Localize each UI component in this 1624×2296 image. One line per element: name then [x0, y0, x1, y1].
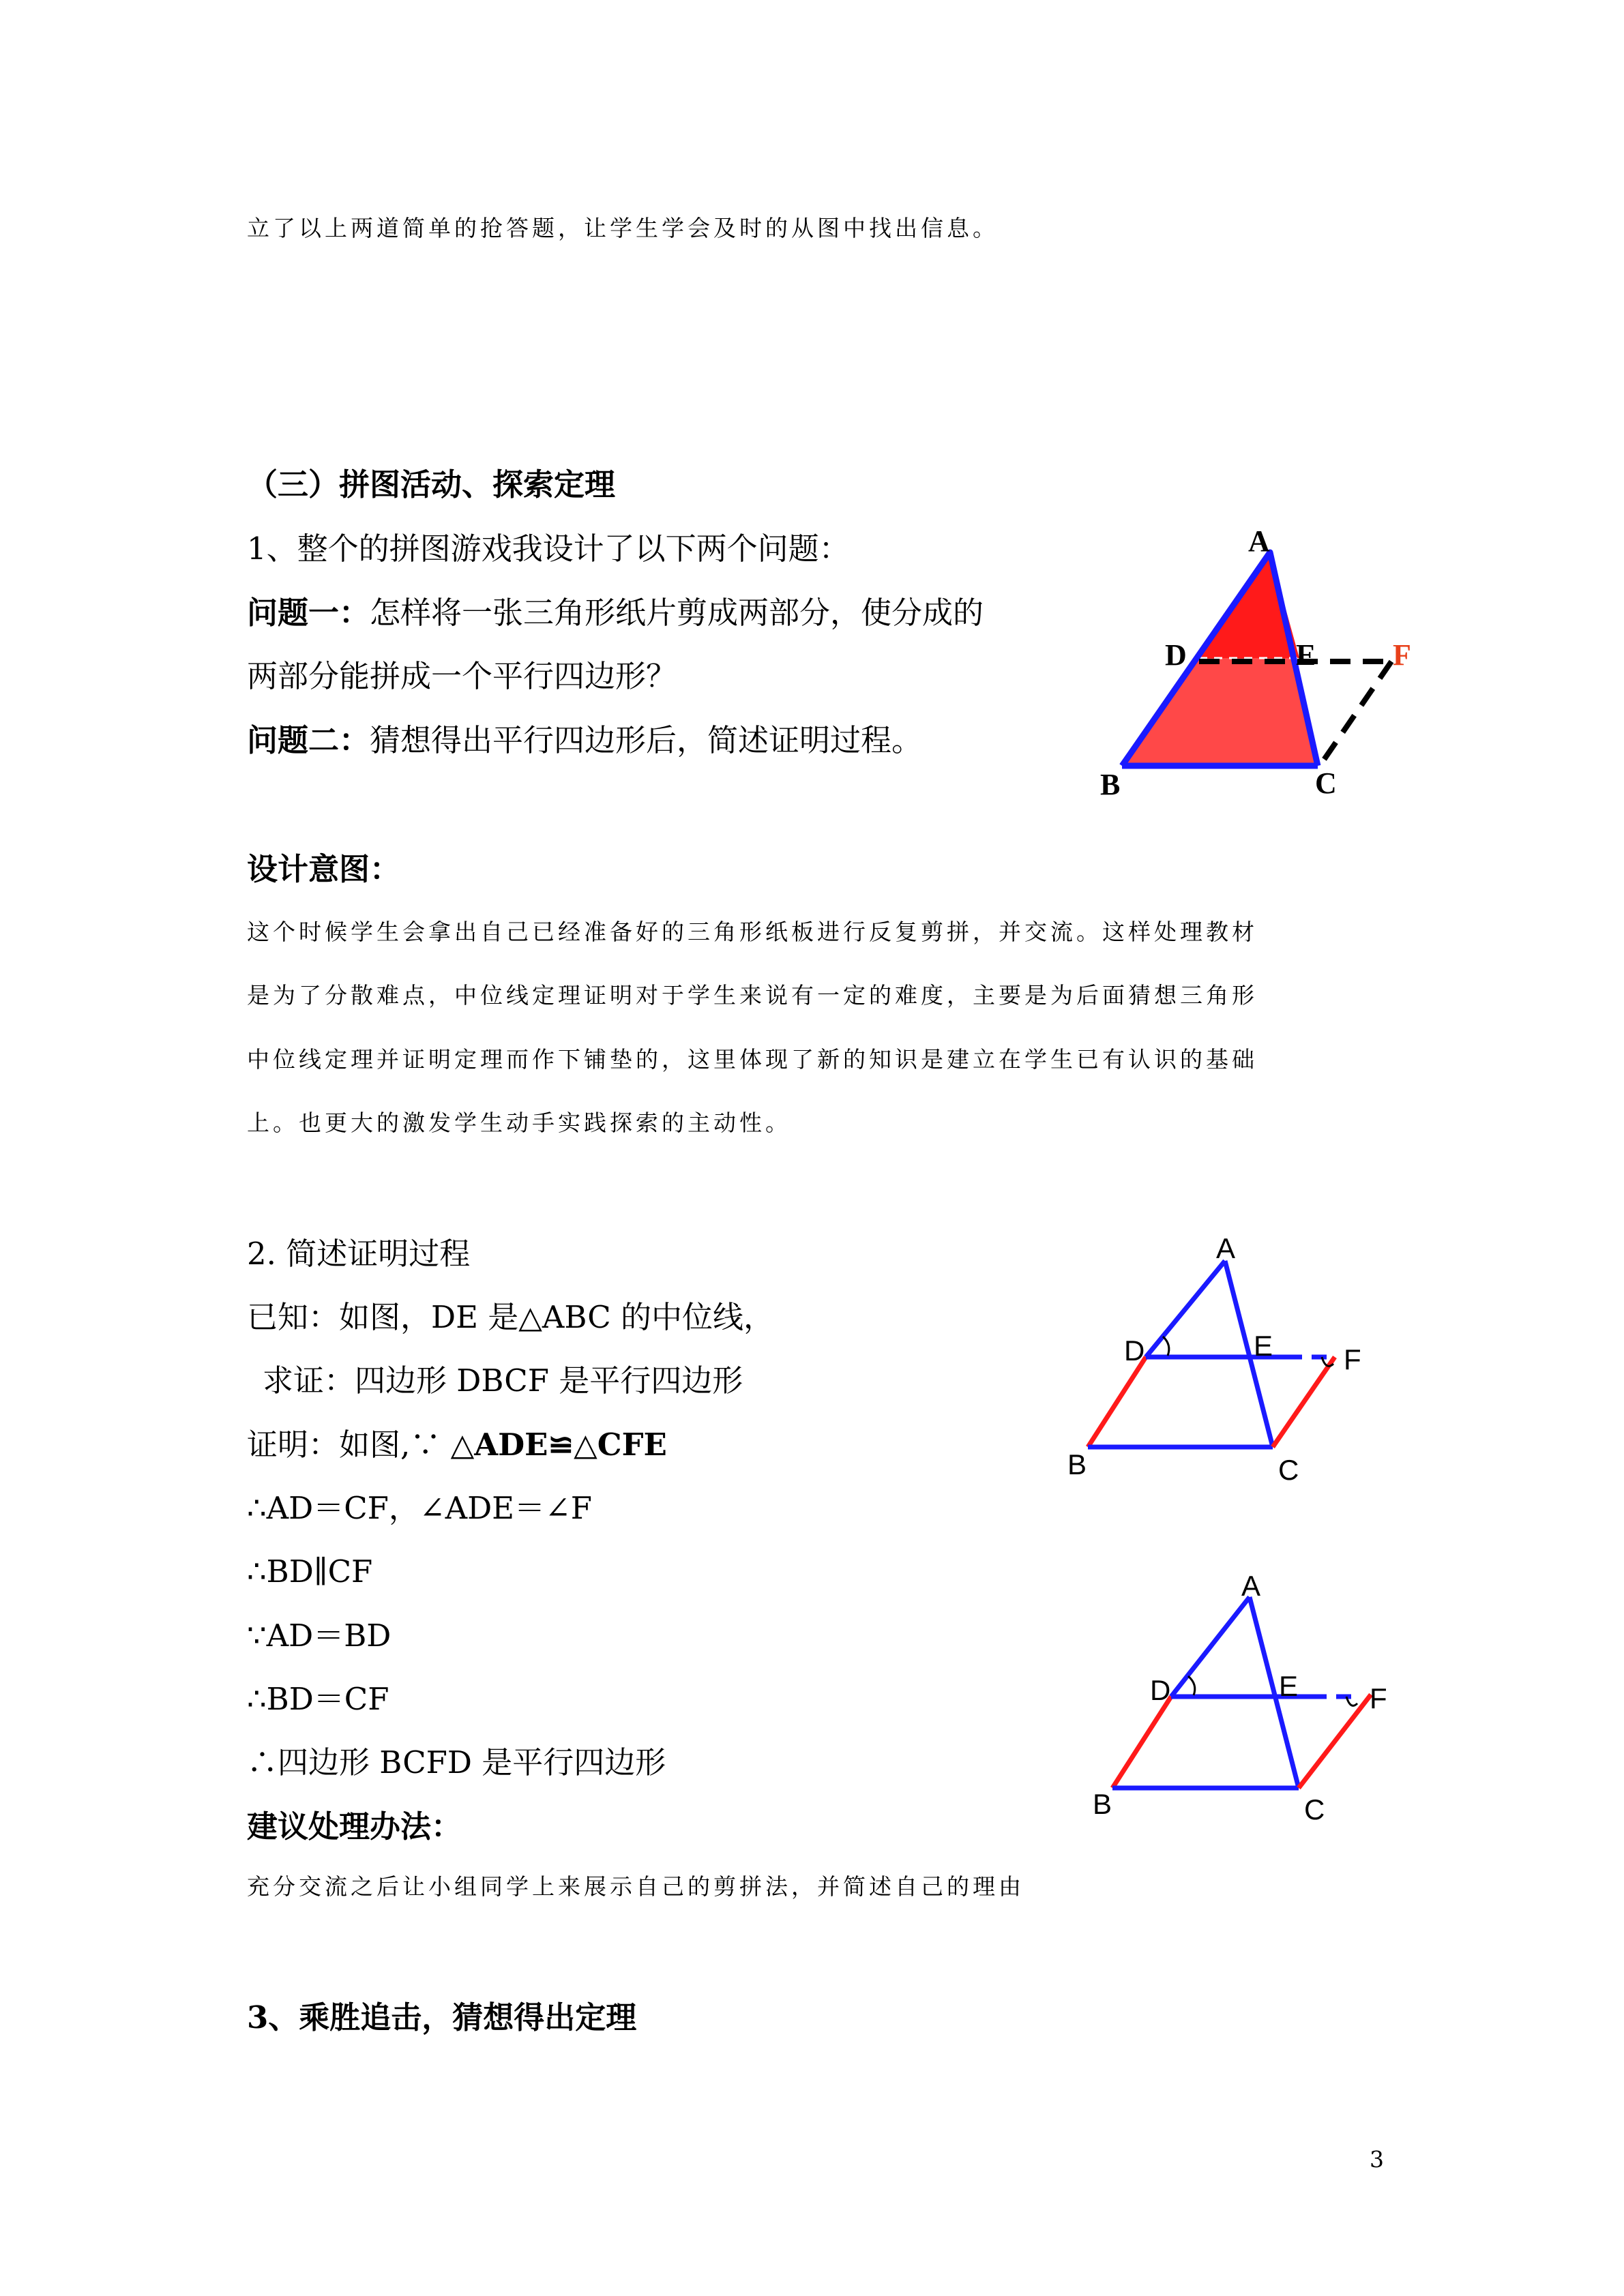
side-db — [1112, 1697, 1171, 1788]
label-b: B — [1100, 768, 1121, 801]
label-b: B — [1067, 1448, 1087, 1480]
label-b: B — [1093, 1788, 1112, 1820]
design-title: 设计意图： — [247, 851, 401, 887]
question1-text-cont: 两部分能拼成一个平行四边形？ — [247, 658, 677, 694]
label-d: D — [1124, 1335, 1145, 1367]
question2-text: 猜想得出平行四边形后，简述证明过程。 — [370, 722, 923, 758]
item1-text: 1、整个的拼图游戏我设计了以下两个问题： — [247, 531, 850, 567]
proof-step: ∴AD＝CF，∠ADE＝∠F — [247, 1490, 592, 1526]
label-c: C — [1315, 766, 1337, 800]
question1-text: 怎样将一张三角形纸片剪成两部分，使分成的 — [370, 595, 984, 631]
proof-step: ∴BD∥CF — [247, 1553, 373, 1590]
label-c: C — [1278, 1454, 1299, 1486]
design-line: 中位线定理并证明定理而作下铺垫的，这里体现了新的知识是建立在学生已有认识的基础 — [247, 1046, 1258, 1073]
label-a: A — [1241, 1570, 1261, 1602]
label-e: E — [1279, 1670, 1299, 1702]
design-line: 是为了分散难点，中位线定理证明对于学生来说有一定的难度，主要是为后面猜想三角形 — [247, 982, 1258, 1009]
page-number: 3 — [1370, 2146, 1384, 2173]
design-line: 这个时候学生会拿出自己已经准备好的三角形纸板进行反复剪拼，并交流。这样处理教材 — [247, 919, 1258, 945]
label-c: C — [1304, 1793, 1325, 1825]
question1-label: 问题一： — [247, 595, 370, 631]
label-a: A — [1216, 1232, 1236, 1264]
suggest-text: 充分交流之后让小组同学上来展示自己的剪拼法，并简述自己的理由 — [247, 1873, 1024, 1900]
proof-step: ∴BD＝CF — [247, 1681, 389, 1717]
given-text: 已知：如图，DE 是△ABC 的中位线， — [247, 1299, 774, 1335]
suggest-title: 建议处理办法： — [247, 1808, 462, 1845]
proof-step: ∴四边形 BCFD 是平行四边形 — [247, 1744, 666, 1780]
label-a: A — [1248, 524, 1270, 558]
label-e: E — [1296, 638, 1316, 672]
label-e: E — [1254, 1330, 1273, 1362]
side-fc — [1299, 1695, 1371, 1788]
intro-line: 立了以上两道简单的抢答题，让学生学会及时的从图中找出信息。 — [247, 215, 999, 241]
label-d: D — [1150, 1674, 1171, 1706]
proof-step: ∵AD＝BD — [247, 1617, 392, 1654]
section3-title: （三）拼图活动、探索定理 — [247, 466, 616, 503]
item3-title: 3、乘胜追击，猜想得出定理 — [247, 1999, 637, 2036]
item2-title: 2. 简述证明过程 — [247, 1236, 471, 1272]
question2-label: 问题二： — [247, 722, 370, 758]
angle-ade-arc — [1188, 1676, 1195, 1695]
label-d: D — [1165, 638, 1187, 672]
design-line: 上。也更大的激发学生动手实践探索的主动性。 — [247, 1109, 791, 1136]
proof-congruence: △ADE≌△CFE — [450, 1427, 667, 1463]
proof-prefix: 证明：如图,∵ — [247, 1427, 451, 1463]
label-f: F — [1393, 638, 1411, 672]
prove-text: 求证：四边形 DBCF 是平行四边形 — [263, 1362, 743, 1399]
side-ad — [1171, 1597, 1250, 1697]
label-f: F — [1370, 1682, 1387, 1714]
label-f: F — [1344, 1343, 1361, 1375]
